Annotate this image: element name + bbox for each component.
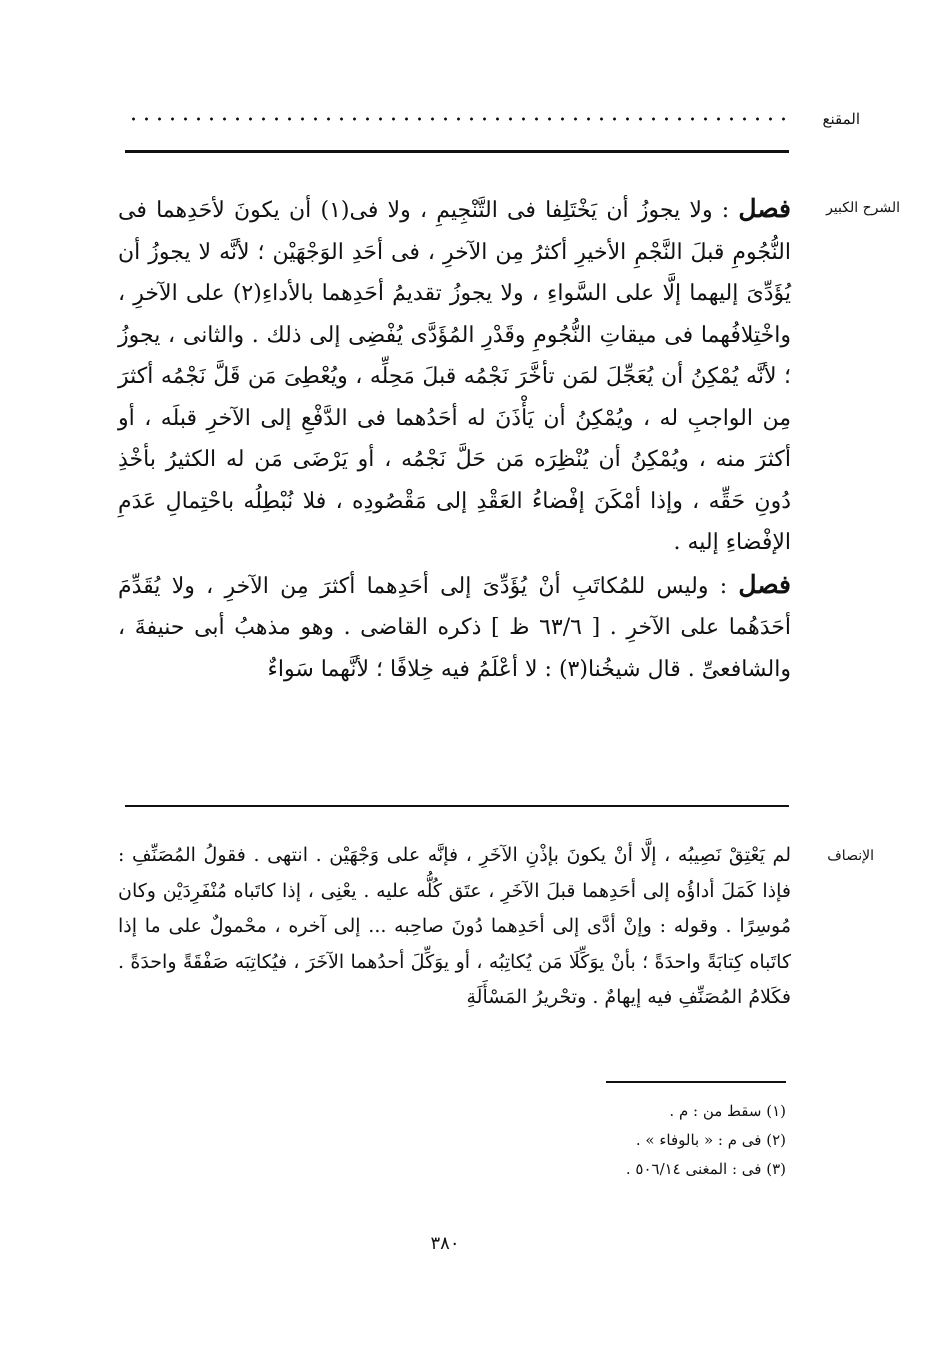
paragraph-fasl-1 [118, 188, 791, 564]
main-text-block [118, 188, 791, 690]
footnotes [480, 1097, 786, 1184]
paragraph-fasl-2 [118, 564, 791, 691]
footnote-rule [606, 1081, 786, 1083]
insaf-text-block [118, 838, 791, 1016]
footnote-1: (١) سقط من : م . [669, 1102, 786, 1120]
section-divider [125, 805, 789, 807]
page-number: ٣٨٠ [430, 1233, 460, 1254]
running-header-title: المقنع [822, 110, 860, 128]
paragraph-1-text: : ولا يجوزُ أن يَخْتَلِفا فى التَّنْجِيمِ ، ولا فى(١) أن يكونَ لأحَدِهما فى النُّجُومِ قبلَ النَّجْمِ الأخيرِ أكثرُ مِن الآخرِ ، فى أحَدِ الوَجْهَيْن ؛ لأنَّه لا يجوزُ أن يُؤَدِّىَ إليهما إلَّا على السَّواءِ ، ولا يجوزُ تقديمُ أحَدِهما بالأداءِ(٢) على الآخرِ ، واخْتِلافُهما فى ميقاتِ النُّجُومِ وقَدْرِ المُؤَدَّى يُفْضِى إلى ذلك . والثانى ، يجوزُ ؛ لأنَّه يُمْكِنُ أن يُعَجِّلَ لمَن تأخَّرَ نَجْمُه قبلَ مَحِلِّه ، ويُعْطِىَ مَن قَلَّ نَجْمُه أكثرَ مِن الواجبِ له ، ويُمْكِنُ أن يَأْذَنَ له أحَدُهما فى الدَّفْعِ إلى الآخرِ قبلَه ، أو أكثرَ منه ، ويُمْكِنُ أن يُنْظِرَه مَن حَلَّ نَجْمُه ، أو يَرْضَى مَن له الكثيرُ بأخْذِ دُونِ حَقِّه ، وإذا أمْكَنَ إفْضاءُ العَقْدِ إلى مَقْصُودِه ، فلا نُبْطِلُه باحْتِمالِ عَدَمِ الإفْضاءِ إليه . [118, 198, 792, 555]
sidebar-label-sharh: الشرح الكبير [826, 200, 900, 216]
fasl-heading-2: فصل [738, 569, 791, 599]
insaf-paragraph: لم يَعْتِقْ نَصِيبُه ، إلَّا أنْ يكونَ بإذْنِ الآخَرِ ، فإنَّه على وَجْهَيْن . انتهى . فقولُ المُصَنِّفِ : فإذا كَمَلَ أداؤُه إلى أحَدِهما قبلَ الآخَرِ ، عتَق كُلُّه عليه . يعْنِى ، إذا كاتَباه مُنْفَرِدَيْن وكان مُوسِرًا . وقوله : وإنْ أدَّى إلى أحَدِهما دُونَ صاحِبه ... إلى آخره ، محْمولٌ على ما إذا كاتَباه كِتابَةً واحدَةً ؛ بأنْ يوَكِّلَا مَن يُكاتِبُه ، أو يوَكِّلَ أحدُهما الآخَرَ ، فيُكاتِبَه صَفْقَةً واحدَةً . فكَلامُ المُصَنِّفِ فيه إيهامٌ . وتحْريرُ المَسْأَلَةِ [118, 844, 791, 1008]
footnote-3: (٣) فى : المغنى ٥٠٦/١٤ . [625, 1160, 786, 1178]
header-dotted-leader [127, 114, 787, 124]
sidebar-label-insaf: الإنصاف [827, 848, 874, 864]
footnote-2: (٢) فى م : « بالوفاء » . [635, 1131, 786, 1149]
header-rule [125, 150, 789, 153]
paragraph-2-text: : وليس للمُكاتَبِ أنْ يُؤَدِّىَ إلى أحَدِهما أكثرَ مِن الآخرِ ، ولا يُقَدِّمَ أحَدَهُما على الآخرِ . [ ٦٣/٦ ظ ] ذكره القاضى . وهو مذهبُ أبى حنيفةَ ، والشافعىِّ . قال شيخُنا(٣) : لا أعْلَمُ فيه خِلافًا ؛ لأنَّهما سَواءٌ [118, 573, 791, 682]
fasl-heading-1: فصل [738, 194, 791, 223]
